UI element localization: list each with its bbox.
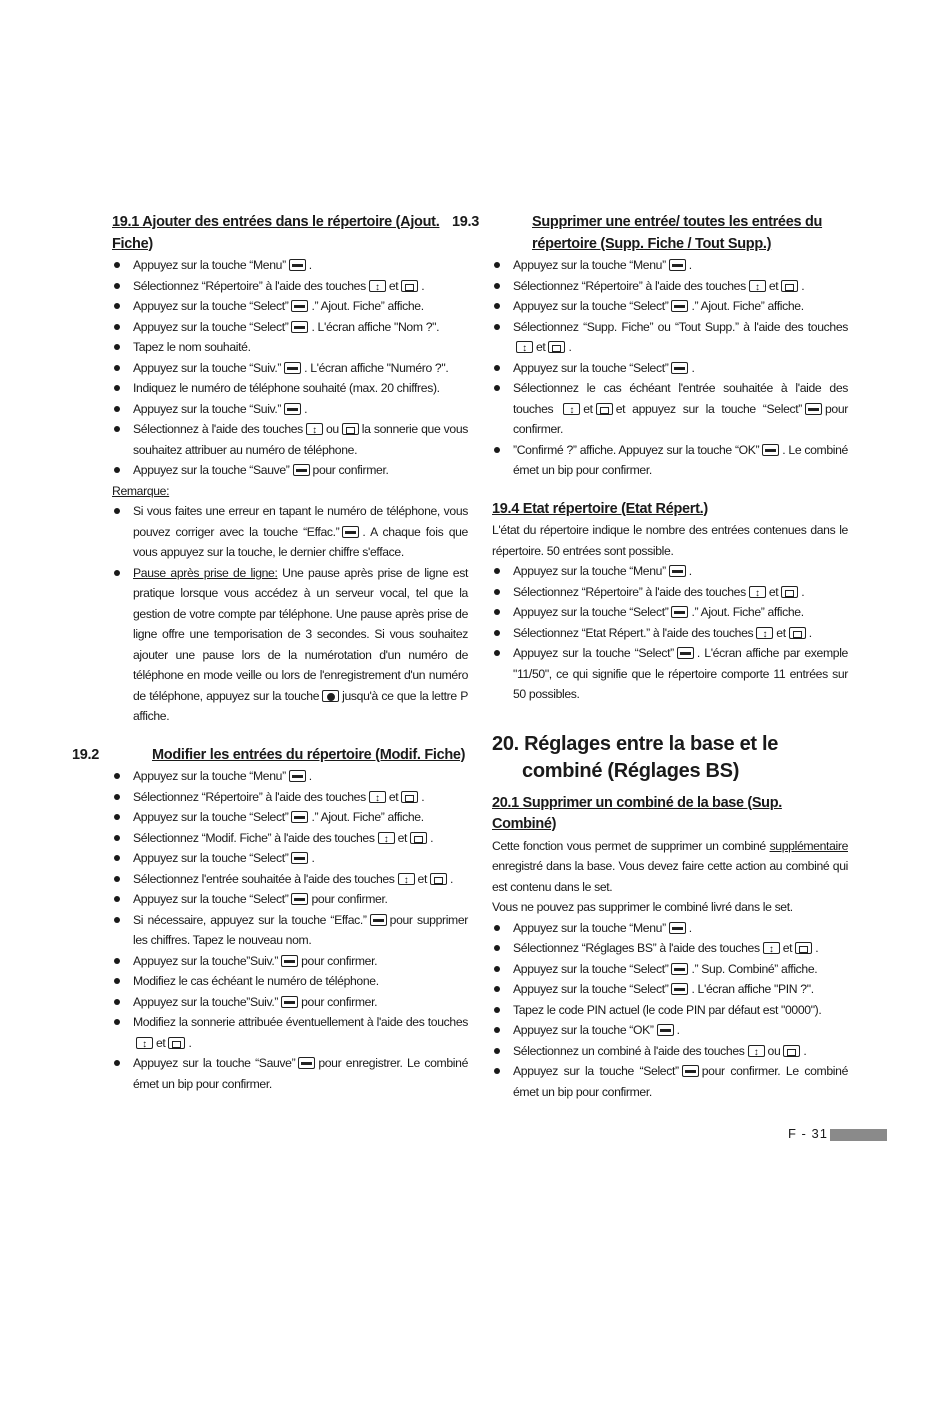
select-key-icon [669,565,686,577]
list-item: Appuyez sur la touche “Suiv.” . [112,399,468,420]
list-item: Appuyez sur la touche “Suiv.” . L'écran affiche "Numéro ?". [112,358,468,379]
list-item: Sélectionnez “Répertoire” à l'aide des touches↕ et . [112,276,468,297]
phonebook-key-icon [596,403,613,415]
section-19-3-steps [492,255,848,481]
list-item: ”Confirmé ?” affiche. Appuyez sur la touche “OK” . Le combiné émet un bip pour confirmer. [492,440,848,481]
navigation-key-icon [749,586,766,598]
section-20-1-title: 20.1 Supprimer un combiné de la base (Sup. Combiné) [492,794,782,832]
select-key-icon [293,464,310,476]
list-item: Appuyez sur la touche “Menu” . [112,766,468,787]
chapter-20-title: 20. Réglages entre la base et le combiné (Réglages BS) [492,732,779,782]
ok-key-icon [657,1024,674,1036]
list-item: Pause après prise de ligne: Une pause après prise de ligne est pratique lorsque vous accédez à un serveur vocal, tel que la gestion de votre compte par téléphone. Une pause après prise de ligne offre une temporisation de 3 secondes. Si vous souhaitez ajouter une pause lors de la numérotation d'un numéro de téléphone en mode veille ou lors de l'enregistrement d'un numéro de téléphone, appuyez sur la touche jusqu'à ce que la lettre P affiche. [112,563,468,727]
list-item: Appuyez sur la touche “Select” . L'écran affiche "PIN ?". [492,979,848,1000]
list-item: Appuyez sur la touche “Menu” . [492,918,848,939]
list-item: Appuyez sur la touche “Sauve” pour enregistrer. Le combiné émet un bip pour confirmer. [112,1053,468,1094]
list-item: Appuyez sur la touche “Select” pour confirmer. Le combiné émet un bip pour confirmer. [492,1061,848,1102]
navigation-key-icon [763,942,780,954]
list-item: Sélectionnez “Répertoire” à l'aide des touches↕ et . [492,276,848,297]
section-19-3-title: 19.3 Supprimer une entrée/ toutes les entrées du répertoire (Supp. Fiche / Tout Supp.) [452,214,823,252]
select-key-icon [291,321,308,333]
list-item: Appuyez sur la touche “Select” . [492,358,848,379]
select-key-icon [284,403,301,415]
list-item: Appuyez sur la touche “Select” . [112,848,468,869]
phonebook-key-icon [401,280,418,292]
phonebook-key-icon [342,423,359,435]
remark-list [112,501,468,727]
list-item: Appuyez sur la touche “Select” . L'écran affiche par exemple "11/50", ce qui signifie que le répertoire comporte 11 entrées sur 50 possibles. [492,643,848,705]
select-key-icon [289,259,306,271]
select-key-icon [671,362,688,374]
phonebook-key-icon [795,942,812,954]
phonebook-key-icon [781,280,798,292]
section-19-1-title: 19.1 Ajouter des entrées dans le répertoire (Ajout. Fiche) [112,214,440,252]
list-item: Appuyez sur la touche”Suiv.” pour confirmer. [112,992,468,1013]
select-key-icon [682,1065,699,1077]
select-key-icon [291,893,308,905]
navigation-key-icon [756,627,773,639]
select-key-icon [669,259,686,271]
list-item: Sélectionnez “Répertoire” à l'aide des touches↕ et . [492,582,848,603]
navigation-key-icon [516,341,533,353]
list-item: Appuyez sur la touche “Select” .” Ajout. Fiche” affiche. [112,296,468,317]
phonebook-key-icon [781,586,798,598]
list-item: Appuyez sur la touche “Select” .” Ajout. Fiche” affiche. [492,602,848,623]
list-item: Appuyez sur la touche “Select” .” Ajout. Fiche” affiche. [112,807,468,828]
phonebook-key-icon [168,1037,185,1049]
list-item: Sélectionnez “Modif. Fiche” à l'aide des touches↕ et . [112,828,468,849]
list-item: Appuyez sur la touche “Select” .” Sup. Combiné” affiche. [492,959,848,980]
select-key-icon [370,914,387,926]
phonebook-key-icon [401,791,418,803]
pause-key-icon [322,690,339,702]
ok-key-icon [762,444,779,456]
navigation-key-icon [369,280,386,292]
select-key-icon [281,955,298,967]
list-item: Sélectionnez “Etat Répert.” à l'aide des touches↕ et . [492,623,848,644]
list-item: Si nécessaire, appuyez sur la touche “Effac.” pour supprimer les chiffres. Tapez le nouveau nom. [112,910,468,951]
list-item: Appuyez sur la touche “Select” .” Ajout. Fiche” affiche. [492,296,848,317]
list-item: Sélectionnez “Réglages BS” à l'aide des touches↕ et . [492,938,848,959]
navigation-key-icon [398,873,415,885]
list-item: Sélectionnez l'entrée souhaitée à l'aide des touches↕ et . [112,869,468,890]
select-key-icon [298,1057,315,1069]
select-key-icon [291,300,308,312]
section-19-4-title: 19.4 Etat répertoire (Etat Répert.) [492,500,708,517]
list-item: Appuyez sur la touche “OK” . [492,1020,848,1041]
navigation-key-icon [306,423,323,435]
phonebook-key-icon [783,1045,800,1057]
list-item: Si vous faites une erreur en tapant le numéro de téléphone, vous pouvez corriger avec la touche “Effac.” . A chaque fois que vous appuyez sur la touche, le dernier chiffre s'efface. [112,501,468,563]
list-item: Modifiez le cas échéant le numéro de téléphone. [112,971,468,992]
navigation-key-icon [563,403,580,415]
list-item: Appuyez sur la touche “Menu” . [112,255,468,276]
select-key-icon [671,983,688,995]
phonebook-key-icon [430,873,447,885]
list-item: Appuyez sur la touche “Select” . L'écran affiche "Nom ?". [112,317,468,338]
page-number-bar [830,1129,887,1141]
list-item: Tapez le code PIN actuel (le code PIN par défaut est "0000"). [492,1000,848,1021]
list-item: Indiquez le numéro de téléphone souhaité (max. 20 chiffres). [112,378,468,399]
select-key-icon [291,852,308,864]
section-19-4-steps [492,561,848,705]
navigation-key-icon [378,832,395,844]
phonebook-key-icon [548,341,565,353]
section-20-1-intro: Cette fonction vous permet de supprimer un combiné supplémentaire enregistré dans la base. Vous devez faire cette action au combiné qui est contenu dans le set. [492,838,848,894]
navigation-key-icon [748,1045,765,1057]
section-19-4-intro: L'état du répertoire indique le nombre des entrées contenues dans le répertoire. 50 entrées sont possible. [492,523,848,558]
list-item: Sélectionnez “Supp. Fiche” ou “Tout Supp.” à l'aide des touches ↕et . [492,317,848,358]
select-key-icon [284,362,301,374]
list-item: Appuyez sur la touche “Select” pour confirmer. [112,889,468,910]
navigation-key-icon [749,280,766,292]
right-column [452,212,848,1102]
list-item: Appuyez sur la touche “Menu” . [492,561,848,582]
select-key-icon [289,770,306,782]
select-key-icon [669,922,686,934]
left-column [72,212,469,1094]
select-key-icon [281,996,298,1008]
navigation-key-icon [136,1037,153,1049]
section-20-1-note: Vous ne pouvez pas supprimer le combiné livré dans le set. [492,900,793,914]
select-key-icon [291,811,308,823]
list-item: Appuyez sur la touche “Menu” . [492,255,848,276]
select-key-icon [671,963,688,975]
select-key-icon [671,606,688,618]
list-item: Sélectionnez un combiné à l'aide des touches↕ ou . [492,1041,848,1062]
remark-label: Remarque: [112,483,170,498]
section-19-2-title: 19.2 Modifier les entrées du répertoire (Modif. Fiche) [72,746,466,763]
list-item: Sélectionnez à l'aide des touches↕ ou la sonnerie que vous souhaitez attribuer au numéro de téléphone. [112,419,468,460]
page-number: F - 31 [788,1126,828,1141]
select-key-icon [671,300,688,312]
phonebook-key-icon [789,627,806,639]
list-item: Modifiez la sonnerie attribuée éventuellement à l'aide des touches ↕et . [112,1012,468,1053]
select-key-icon [677,647,694,659]
section-19-1-steps [112,255,468,481]
section-20-1-steps [492,918,848,1103]
select-key-icon [805,403,822,415]
list-item: Sélectionnez le cas échéant l'entrée souhaitée à l'aide des touches ↕ et et appuyez sur la touche “Select” pour confirmer. [492,378,848,440]
phonebook-key-icon [410,832,427,844]
list-item: Sélectionnez “Répertoire” à l'aide des touches↕ et . [112,787,468,808]
list-item: Appuyez sur la touche “Sauve” pour confirmer. [112,460,468,481]
list-item: Appuyez sur la touche”Suiv.” pour confirmer. [112,951,468,972]
navigation-key-icon [369,791,386,803]
select-key-icon [342,526,359,538]
list-item: Tapez le nom souhaité. [112,337,468,358]
section-19-2-steps [112,766,468,1094]
